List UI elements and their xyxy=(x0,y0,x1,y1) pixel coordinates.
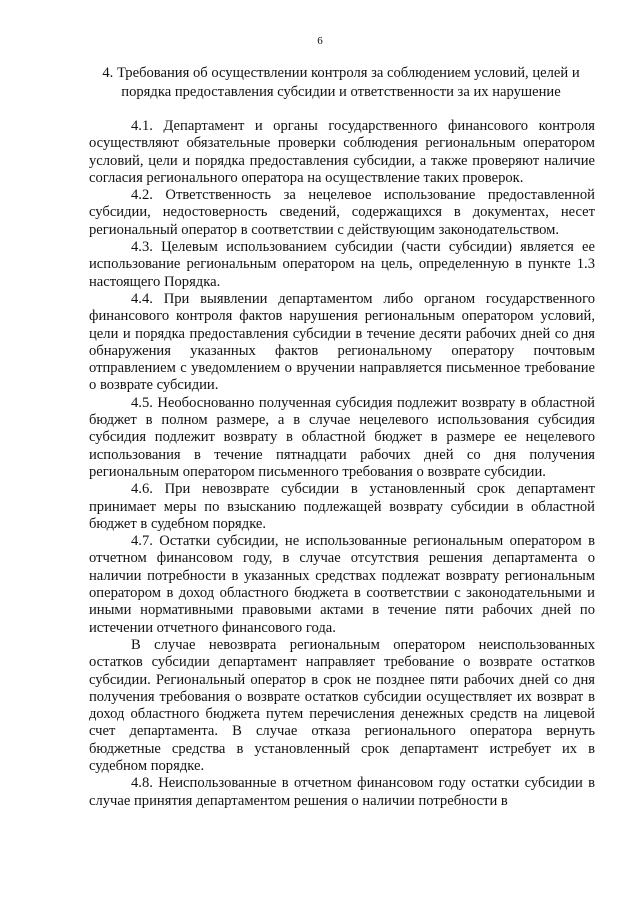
paragraph-4-1: 4.1. Департамент и органы государственного финансового контроля осуществляют обязательные проверки соблюдения региональным оператором условий, цели и порядка предоставления субсидии, а также проверяют наличие согласия регионального оператора на осуществление таких проверок. xyxy=(89,118,595,186)
section-heading: 4. Требования об осуществлении контроля за соблюдением условий, целей и порядка предоставления субсидии и ответственности за их нарушение xyxy=(102,65,580,100)
paragraph-4-5: 4.5. Необоснованно полученная субсидия подлежит возврату в областной бюджет в полном размере, а в случае нецелевого использования субсидия субсидия подлежит возврату в областной бюджет в размере ее нецелевого использования в течение пятнадцати рабочих дней со дня получения региональным оператором письменного требования о возврате субсидии. xyxy=(89,394,595,480)
paragraph-4-8: 4.8. Неиспользованные в отчетном финансовом году остатки субсидии в случае принятия департаментом решения о наличии потребности в xyxy=(89,775,595,809)
paragraph-4-7-continued: В случае невозврата региональным оператором неиспользованных остатков субсидии департамент направляет требование о возврате остатков субсидии. Региональный оператор в срок не позднее пяти рабочих дней со дня получения требования о возврате остатков субсидии осуществляет их возврат в доход областного бюджета путем перечисления денежных средств на лицевой счет департамента. В случае отказа регионального оператора вернуть бюджетные средства в установленный срок департамент истребует их в судебном порядке. xyxy=(89,636,595,774)
paragraph-4-6: 4.6. При невозврате субсидии в установленный срок департамент принимает меры по взысканию подлежащей возврату субсидии в областной бюджет в судебном порядке. xyxy=(89,481,595,532)
page-number: 6 xyxy=(317,35,323,47)
paragraph-4-2: 4.2. Ответственность за нецелевое использование предоставленной субсидии, недостоверность сведений, содержащихся в документах, несет региональный оператор в соответствии с действующим законодательством. xyxy=(89,187,595,238)
section-body xyxy=(89,118,595,810)
paragraph-4-4: 4.4. При выявлении департаментом либо органом государственного финансового контроля фактов нарушения региональным оператором условий, цели и порядка предоставления субсидии в течение десяти рабочих дней со дня обнаружения указанных фактов региональному оператору почтовым отправлением с уведомлением о вручении направляется письменное требование о возврате субсидии. xyxy=(89,290,595,394)
paragraph-4-3: 4.3. Целевым использованием субсидии (части субсидии) является ее использование региональным оператором на цель, определенную в пункте 1.3 настоящего Порядка. xyxy=(89,239,595,290)
paragraph-4-7: 4.7. Остатки субсидии, не использованные региональным оператором в отчетном финансовом году, в случае отсутствия решения департамента о наличии потребности в указанных средствах подлежат возврату региональным оператором в доход областного бюджета в соответствии с законодательными и иными нормативными правовыми актами в течение пяти рабочих дней по истечении отчетного финансового года. xyxy=(89,533,595,636)
